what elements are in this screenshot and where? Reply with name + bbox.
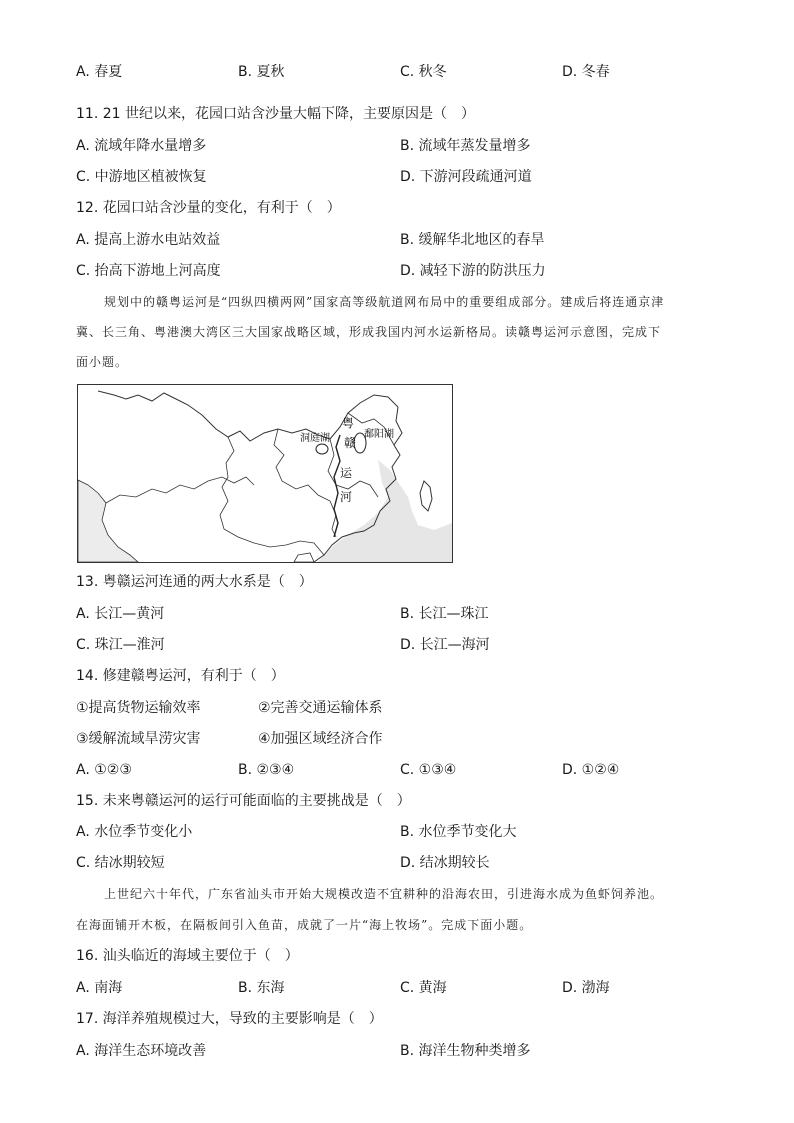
label-canal-1: 粤 [342,416,355,430]
label-canal-2: 赣 [344,436,357,450]
q16-option-b: B. 东海 [238,980,285,996]
canal-map-svg [78,385,452,562]
inner-border-1 [106,477,254,503]
label-canal-4: 河 [340,490,353,504]
q14-option-d: D. ①②④ [562,762,620,778]
q14-item-4: ④加强区域经济合作 [258,731,383,747]
west-land [78,480,138,562]
q14-item-1: ①提高货物运输效率 [76,700,201,716]
label-dongting: 洞庭湖 [300,433,330,444]
sea-area [318,460,452,562]
q17-option-b: B. 海洋生物种类增多 [400,1043,531,1059]
q11-option-c: C. 中游地区植被恢复 [76,169,207,185]
q13-stem: 13. 粤赣运河连通的两大水系是（ ） [76,574,313,590]
q16-option-c: C. 黄海 [400,980,447,996]
q14-item-2: ②完善交通运输体系 [258,700,383,716]
q10-option-c: C. 秋冬 [400,64,447,80]
q15-option-d: D. 结冰期较长 [400,855,490,871]
q16-option-d: D. 渤海 [562,980,610,996]
q14-stem: 14. 修建赣粤运河，有利于（ ） [76,668,285,684]
q11-stem: 11. 21 世纪以来，花园口站含沙量大幅下降，主要原因是（ ） [76,106,475,122]
q14-item-3: ③缓解流域旱涝灾害 [76,731,201,747]
q16-stem: 16. 汕头临近的海域主要位于（ ） [76,948,299,964]
q12-option-a: A. 提高上游水电站效益 [76,232,221,248]
q14-option-a: A. ①②③ [76,762,132,778]
q11-option-a: A. 流域年降水量增多 [76,138,207,154]
passage1-line-3: 面小题。 [76,355,129,369]
passage2-line-2: 在海面铺开木板，在隔板间引入鱼苗，成就了一片“海上牧场”。完成下面小题。 [76,918,533,932]
q10-option-a: A. 春夏 [76,64,123,80]
label-poyang: 鄱阳湖 [364,429,394,440]
q14-option-c: C. ①③④ [400,762,457,778]
q13-option-d: D. 长江—海河 [400,637,490,653]
q11-option-b: B. 流域年蒸发量增多 [400,138,531,154]
hainan-island [294,553,314,562]
q15-stem: 15. 未来粤赣运河的运行可能面临的主要挑战是（ ） [76,793,411,809]
dongting-lake [316,444,328,454]
q14-option-b: B. ②③④ [238,762,295,778]
q17-stem: 17. 海洋养殖规模过大，导致的主要影响是（ ） [76,1011,383,1027]
passage1-line-2: 冀、长三角、粤港澳大湾区三大国家战略区域，形成我国内河水运新格局。读赣粤运河示意图，完成下 [76,325,662,339]
q12-option-b: B. 缓解华北地区的春旱 [400,232,545,248]
q15-option-b: B. 水位季节变化大 [400,824,517,840]
passage2-line-1: 上世纪六十年代，广东省汕头市开始大规模改造不宜耕种的沿海农田，引进海水成为鱼虾饲养池。 [104,887,664,901]
inner-border-2 [220,437,324,555]
q13-option-a: A. 长江—黄河 [76,606,165,622]
label-canal-3: 运 [340,466,353,480]
canal-map [77,384,453,563]
q11-option-d: D. 下游河段疏通河道 [400,169,532,185]
q12-option-c: C. 抬高下游地上河高度 [76,263,221,279]
taiwan-island [420,481,432,511]
q15-option-c: C. 结冰期较短 [76,855,165,871]
q15-option-a: A. 水位季节变化小 [76,824,193,840]
q10-option-b: B. 夏秋 [238,64,285,80]
q17-option-a: A. 海洋生态环境改善 [76,1043,207,1059]
q16-option-a: A. 南海 [76,980,123,996]
passage1-line-1: 规划中的赣粤运河是“四纵四横两网”国家高等级航道网布局中的重要组成部分。建成后将连通京津 [104,295,665,309]
q10-option-d: D. 冬春 [562,64,610,80]
q13-option-c: C. 珠江—淮河 [76,637,165,653]
q12-stem: 12. 花园口站含沙量的变化，有利于（ ） [76,200,341,216]
q12-option-d: D. 减轻下游的防洪压力 [400,263,546,279]
q13-option-b: B. 长江—珠江 [400,606,489,622]
